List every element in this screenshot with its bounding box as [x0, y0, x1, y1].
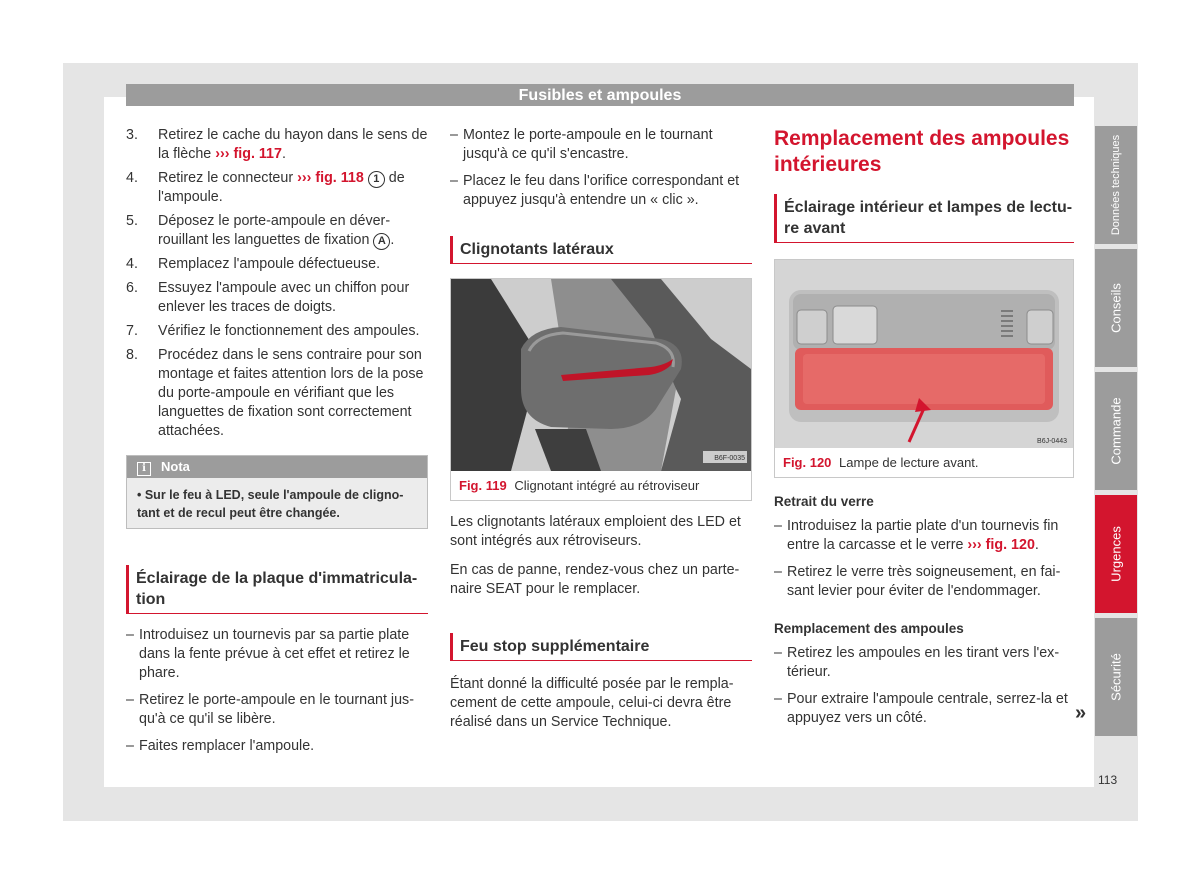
list-item: – Introduisez un tournevis par sa partie plate dans la fente prévue à cet effet et retirez le phare.: [126, 627, 410, 681]
list-item: – Retirez le porte-ampoule en le tournant jusqu'à ce qu'il se libère.: [126, 692, 414, 727]
note-header: i Nota: [127, 456, 427, 478]
fig-120-link[interactable]: ››› fig. 120: [967, 537, 1035, 553]
plate-heading: Éclairage de la plaque d'immatriculation: [126, 565, 428, 614]
figure-code: B6J-0443: [1037, 438, 1067, 445]
rempl-list: [774, 644, 1074, 728]
step-4b: 4. Remplacez l'ampoule défectueuse.: [126, 256, 381, 272]
note-box: [126, 455, 428, 529]
figure-caption: Fig. 120 Lampe de lecture avant.: [783, 455, 979, 470]
list-item: – Montez le porte-ampoule en le tournant jusqu'à ce qu'il s'encastre.: [450, 127, 713, 162]
tab-securite[interactable]: Sécurité: [1095, 618, 1137, 736]
retrait-list: [774, 517, 1074, 601]
figure-code: B6F-0035: [714, 455, 745, 462]
column-1: [126, 126, 428, 764]
list-item: – Retirez les ampoules en les tirant vers l'extérieur.: [774, 645, 1060, 680]
mount-list: [450, 126, 752, 210]
fig-118-link[interactable]: ››› fig. 118: [297, 170, 364, 186]
column-3: [774, 126, 1074, 736]
figure-caption: Fig. 119 Clignotant intégré au rétroviseur: [459, 478, 700, 493]
step-4: 4. Retirez le connecteur ››› fig. 118 1 de l'ampoule.: [126, 170, 405, 205]
figure-120: [774, 259, 1074, 478]
mirror-illustration: [451, 279, 751, 471]
info-icon: i: [137, 462, 151, 476]
tab-donnees-techniques[interactable]: Données techniques: [1095, 126, 1137, 244]
reading-lamp-illustration: [775, 260, 1073, 448]
interior-heading: Éclairage intérieur et lampes de lecture avant: [774, 194, 1074, 243]
callout-1-badge: 1: [368, 171, 385, 188]
step-3: 3. Retirez le cache du hayon dans le sens de la flèche ››› fig. 117.: [126, 127, 428, 162]
page-number: 113: [1098, 773, 1118, 787]
step-5: 5. Déposez le porte-ampoule en déverrouillant les languettes de fixation A .: [126, 213, 395, 248]
rempl-heading: Remplacement des ampoules: [774, 621, 964, 636]
paragraph: En cas de panne, rendez-vous chez un partenaire SEAT pour le remplacer.: [450, 562, 740, 597]
column-2: [450, 126, 752, 742]
list-item: – Introduisez la partie plate d'un tournevis fin entre la carcasse et le verre ››› fig. 120.: [774, 518, 1059, 553]
stop-heading: Feu stop supplémentaire: [450, 633, 752, 661]
paragraph: Les clignotants latéraux emploient des LED et sont intégrés aux rétroviseurs.: [450, 514, 741, 549]
section-header: Fusibles et ampoules: [126, 84, 1074, 106]
fig-117-link[interactable]: ››› fig. 117: [215, 146, 282, 162]
clignotants-heading: Clignotants latéraux: [450, 236, 752, 264]
list-item: – Faites remplacer l'ampoule.: [126, 738, 315, 754]
plate-list: [126, 626, 428, 756]
list-item: – Retirez le verre très soigneusement, en faisant levier pour éviter de l'endommager.: [774, 564, 1061, 599]
step-7: 7. Vérifiez le fonctionnement des ampoules.: [126, 323, 420, 339]
retrait-heading: Retrait du verre: [774, 494, 874, 509]
note-text: • Sur le feu à LED, seule l'ampoule de clignotant et de recul peut être changée.: [137, 488, 404, 520]
tab-urgences[interactable]: Urgences: [1095, 495, 1137, 613]
tab-conseils[interactable]: Conseils: [1095, 249, 1137, 367]
figure-119: [450, 278, 752, 501]
step-6: 6. Essuyez l'ampoule avec un chiffon pour enlever les traces de doigts.: [126, 280, 410, 315]
tab-commande[interactable]: Commande: [1095, 372, 1137, 490]
callout-a-badge: A: [373, 233, 390, 250]
list-item: – Pour extraire l'ampoule centrale, serrez-la et appuyez vers un côté.: [774, 691, 1068, 726]
chapter-tabs: [1095, 126, 1137, 741]
steps-list: [126, 126, 428, 441]
page-title: Remplacement des ampoules intérieures: [774, 127, 1070, 176]
step-8: 8. Procédez dans le sens contraire pour son montage et faites attention lors de la pose du porte-ampoule en vérifiant que les languettes de fixation sont correctement attachées.: [126, 347, 424, 439]
paragraph: Étant donné la difficulté posée par le remplacement de cette ampoule, celui-ci devra être réalisé dans un Service Technique.: [450, 676, 734, 730]
continue-mark: »: [1075, 702, 1087, 724]
list-item: – Placez le feu dans l'orifice correspondant et appuyez jusqu'à entendre un « clic ».: [450, 173, 740, 208]
